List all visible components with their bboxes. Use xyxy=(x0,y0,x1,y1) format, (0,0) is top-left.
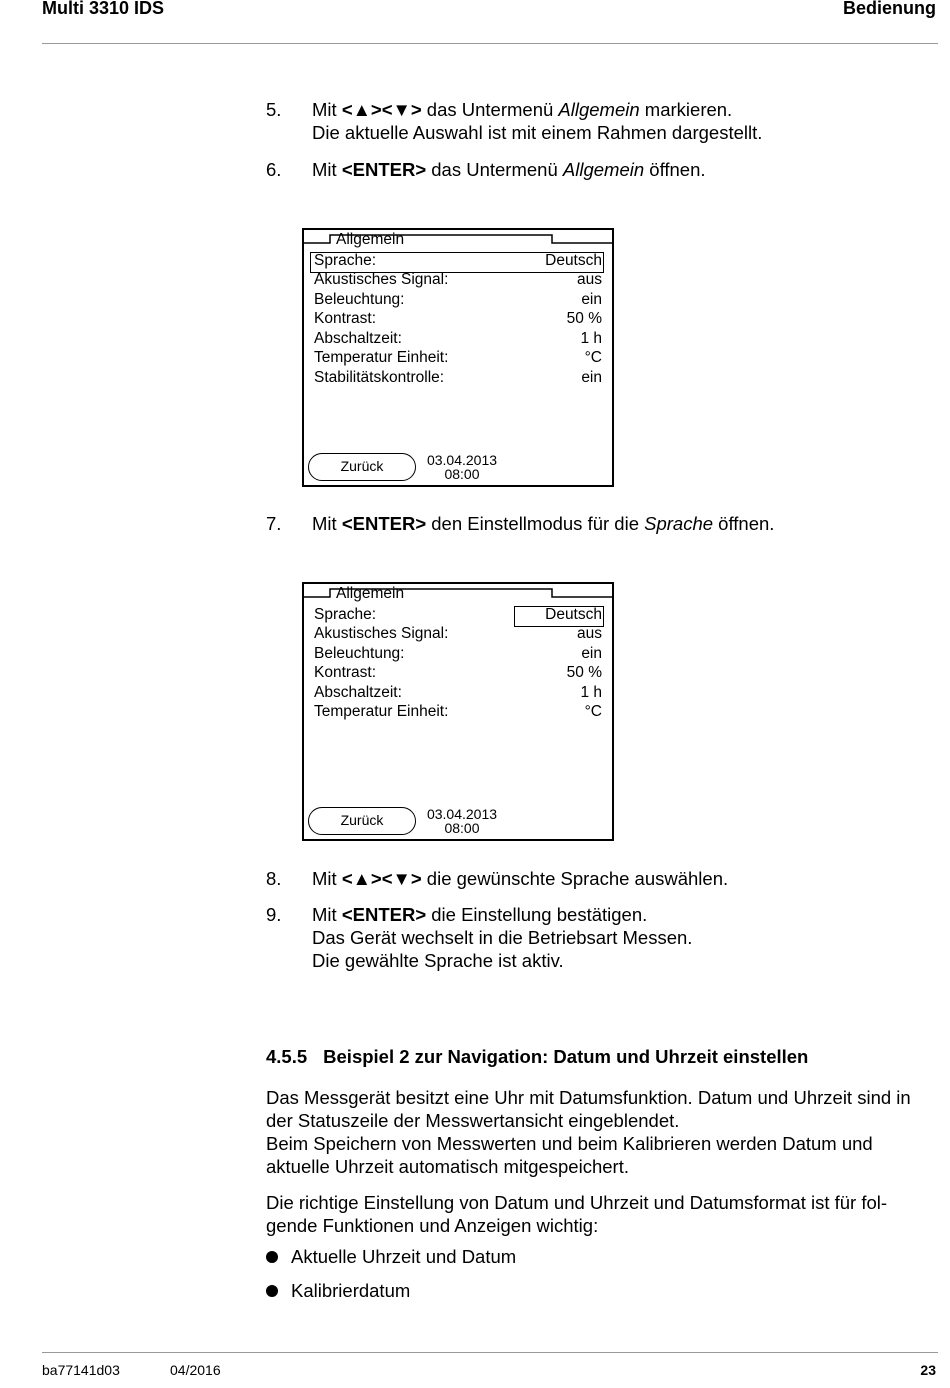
back-softkey[interactable]: Zurück xyxy=(308,807,416,835)
setting-label-abschaltzeit: Abschaltzeit: xyxy=(314,684,402,701)
setting-label-abschaltzeit: Abschaltzeit: xyxy=(314,330,402,347)
setting-label-temperatur: Temperatur Einheit: xyxy=(314,703,449,720)
header-product-name: Multi 3310 IDS xyxy=(42,0,165,18)
footer-page-number: 23 xyxy=(920,1362,936,1378)
footer-doc-number: ba77141d03 xyxy=(42,1362,120,1378)
screen-title: Allgemein xyxy=(336,231,405,248)
key-up-down: <▲><▼> xyxy=(341,99,422,120)
back-softkey[interactable]: Zurück xyxy=(308,453,416,481)
step-number: 8. xyxy=(266,868,282,889)
setting-label-signal: Akustisches Signal: xyxy=(314,625,449,642)
step-number: 6. xyxy=(266,159,282,180)
paragraph-clock-intro: Das Messgerät besitzt eine Uhr mit Datumsfunktion. Datum und Uhrzeit sind in der Statuszeile der Messwertansicht eingeblendet. Beim Speichern von Messwerten und beim Kalibrieren werden Datum und aktuelle Uhrzeit automatisch mitgespeichert. xyxy=(266,1087,911,1177)
status-datetime: 03.04.2013 08:00 xyxy=(426,806,498,836)
header-rule xyxy=(42,43,938,44)
list-item: Kalibrierdatum xyxy=(266,1280,410,1302)
setting-label-kontrast: Kontrast: xyxy=(314,310,377,327)
setting-label-stabilitaet: Stabilitätskontrolle: xyxy=(314,369,445,386)
bullet-dot-icon xyxy=(266,1251,278,1263)
status-datetime: 03.04.2013 08:00 xyxy=(426,452,498,482)
setting-label-beleuchtung: Beleuchtung: xyxy=(314,291,405,308)
section-number: 4.5.5 xyxy=(266,1046,308,1067)
menu-name: Allgemein xyxy=(562,159,645,180)
setting-value-beleuchtung: ein xyxy=(581,645,602,662)
setting-value-kontrast: 50 % xyxy=(566,310,602,327)
key-up-down: <▲><▼> xyxy=(341,868,422,889)
paragraph-clock-importance: Die richtige Einstellung von Datum und Uhrzeit und Datumsformat ist für fol- gende Funktionen und Anzeigen wichtig: xyxy=(266,1192,888,1236)
key-enter: <ENTER> xyxy=(341,904,427,925)
header-chapter-name: Bedienung xyxy=(843,0,936,18)
step-text: Mit <▲><▼> die gewünschte Sprache auswählen. xyxy=(312,868,729,889)
footer-rule xyxy=(42,1352,938,1353)
screen-title: Allgemein xyxy=(336,585,405,602)
section-title: Beispiel 2 zur Navigation: Datum und Uhrzeit einstellen xyxy=(323,1046,809,1067)
setting-label-beleuchtung: Beleuchtung: xyxy=(314,645,405,662)
step-text: Mit <ENTER> das Untermenü Allgemein öffnen. xyxy=(312,159,706,180)
setting-label-sprache: Sprache: xyxy=(314,606,377,623)
device-screen-sprache-edit xyxy=(302,582,614,841)
device-screen-allgemein-menu xyxy=(302,228,614,487)
setting-value-beleuchtung: ein xyxy=(581,291,602,308)
list-item: Aktuelle Uhrzeit und Datum xyxy=(266,1246,516,1268)
step-number: 7. xyxy=(266,513,282,534)
step-text: Mit <▲><▼> das Untermenü Allgemein markieren. Die aktuelle Auswahl ist mit einem Rahmen dargestellt. xyxy=(312,99,763,143)
setting-value-temperatur: °C xyxy=(584,349,602,366)
setting-value-stabilitaet: ein xyxy=(581,369,602,386)
setting-label-kontrast: Kontrast: xyxy=(314,664,377,681)
setting-value-temperatur: °C xyxy=(584,703,602,720)
setting-label-signal: Akustisches Signal: xyxy=(314,271,449,288)
bullet-dot-icon xyxy=(266,1285,278,1297)
key-enter: <ENTER> xyxy=(341,159,427,180)
footer-date: 04/2016 xyxy=(170,1362,221,1378)
step-number: 9. xyxy=(266,904,282,925)
setting-label-sprache: Sprache: xyxy=(314,252,377,269)
section-heading xyxy=(266,1046,808,1068)
menu-name: Allgemein xyxy=(558,99,640,120)
setting-value-kontrast: 50 % xyxy=(566,664,602,681)
setting-name: Sprache xyxy=(644,513,714,534)
key-enter: <ENTER> xyxy=(341,513,427,534)
step-text: Mit <ENTER> die Einstellung bestätigen. Das Gerät wechselt in die Betriebsart Messen. Die gewählte Sprache ist aktiv. xyxy=(312,904,693,971)
setting-value-sprache: Deutsch xyxy=(545,252,602,269)
setting-value-sprache: Deutsch xyxy=(545,606,602,623)
setting-value-abschaltzeit: 1 h xyxy=(580,330,602,347)
setting-value-signal: aus xyxy=(577,271,602,288)
step-number: 5. xyxy=(266,99,282,120)
setting-label-temperatur: Temperatur Einheit: xyxy=(314,349,449,366)
setting-value-signal: aus xyxy=(577,625,602,642)
step-text: Mit <ENTER> den Einstellmodus für die Sprache öffnen. xyxy=(312,513,775,534)
setting-value-abschaltzeit: 1 h xyxy=(580,684,602,701)
